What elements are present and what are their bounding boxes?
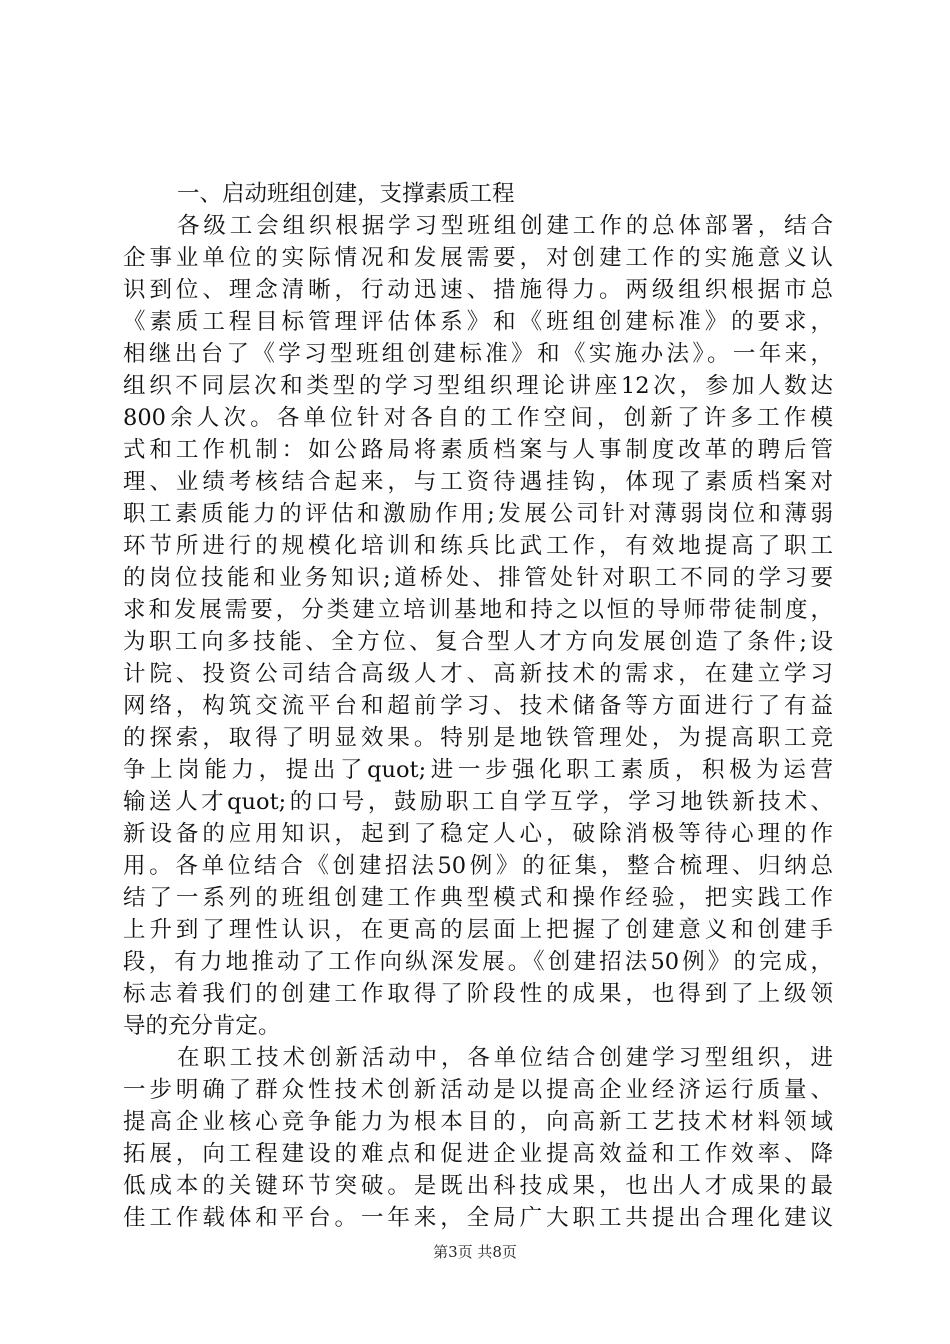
page-number: 第3页 共8页 [433,1243,517,1261]
text-line: 标志着我们的创建工作取得了阶段性的成果，也得到了上级领 [123,981,833,1007]
text-line: 式和工作机制：如公路局将素质档案与人事制度改革的聘后管 [123,437,833,463]
document-body [123,178,833,1234]
text-line: 段，有力地推动了工作向纵深发展。《创建招法50例》的完成， [123,949,833,975]
text-line: 新设备的应用知识，起到了稳定人心，破除消极等待心理的作 [123,821,833,847]
text-line: 《素质工程目标管理评估体系》和《班组创建标准》的要求， [123,309,833,335]
text-line: 计院、投资公司结合高级人才、高新技术的需求，在建立学习 [123,661,833,687]
text-line: 组织不同层次和类型的学习型组织理论讲座12次，参加人数达 [123,373,833,399]
text-line: 上升到了理性认识，在更高的层面上把握了创建意义和创建手 [123,917,833,943]
paragraph-1 [123,210,833,1042]
text-line: 的岗位技能和业务知识;道桥处、排管处针对职工不同的学习要 [123,565,833,591]
text-line: 企事业单位的实际情况和发展需要，对创建工作的实施意义认 [123,245,833,271]
text-line: 相继出台了《学习型班组创建标准》和《实施办法》。一年来， [123,341,833,367]
section-heading: 一、启动班组创建，支撑素质工程 [177,181,515,207]
text-line: 提高企业核心竞争能力为根本目的，向高新工艺技术材料领域 [123,1109,833,1135]
text-line: 拓展，向工程建设的难点和促进企业提高效益和工作效率、降 [123,1141,833,1167]
text-line: 结了一系列的班组创建工作典型模式和操作经验，把实践工作 [123,885,833,911]
text-line: 争上岗能力，提出了quot;进一步强化职工素质，积极为运营 [123,757,833,783]
text-line: 一步明确了群众性技术创新活动是以提高企业经济运行质量、 [123,1077,833,1103]
text-line: 为职工向多技能、全方位、复合型人才方向发展创造了条件;设 [123,629,833,655]
text-line: 用。各单位结合《创建招法50例》的征集，整合梳理、归纳总 [123,853,833,879]
text-line: 的探索，取得了明显效果。特别是地铁管理处，为提高职工竞 [123,725,833,751]
text-line: 求和发展需要，分类建立培训基地和持之以恒的导师带徒制度， [123,597,833,623]
text-line: 低成本的关键环节突破。是既出科技成果，也出人才成果的最 [123,1173,833,1199]
text-line: 输送人才quot;的口号，鼓励职工自学互学，学习地铁新技术、 [123,789,833,815]
text-line: 佳工作载体和平台。一年来，全局广大职工共提出合理化建议 [123,1205,833,1231]
text-line: 导的充分肯定。 [123,1013,281,1039]
page-footer [0,1242,950,1262]
text-line: 各级工会组织根据学习型班组创建工作的总体部署，结合 [177,213,833,239]
text-line: 网络，构筑交流平台和超前学习、技术储备等方面进行了有益 [123,693,833,719]
paragraph-2 [123,1042,833,1234]
text-line: 环节所进行的规模化培训和练兵比武工作，有效地提高了职工 [123,533,833,559]
text-line: 理、业绩考核结合起来，与工资待遇挂钩，体现了素质档案对 [123,469,833,495]
text-line: 800余人次。各单位针对各自的工作空间，创新了许多工作模 [123,405,833,431]
text-line: 在职工技术创新活动中，各单位结合创建学习型组织，进 [177,1045,833,1071]
text-line: 识到位、理念清晰，行动迅速、措施得力。两级组织根据市总 [123,277,833,303]
text-line: 职工素质能力的评估和激励作用;发展公司针对薄弱岗位和薄弱 [123,501,833,527]
